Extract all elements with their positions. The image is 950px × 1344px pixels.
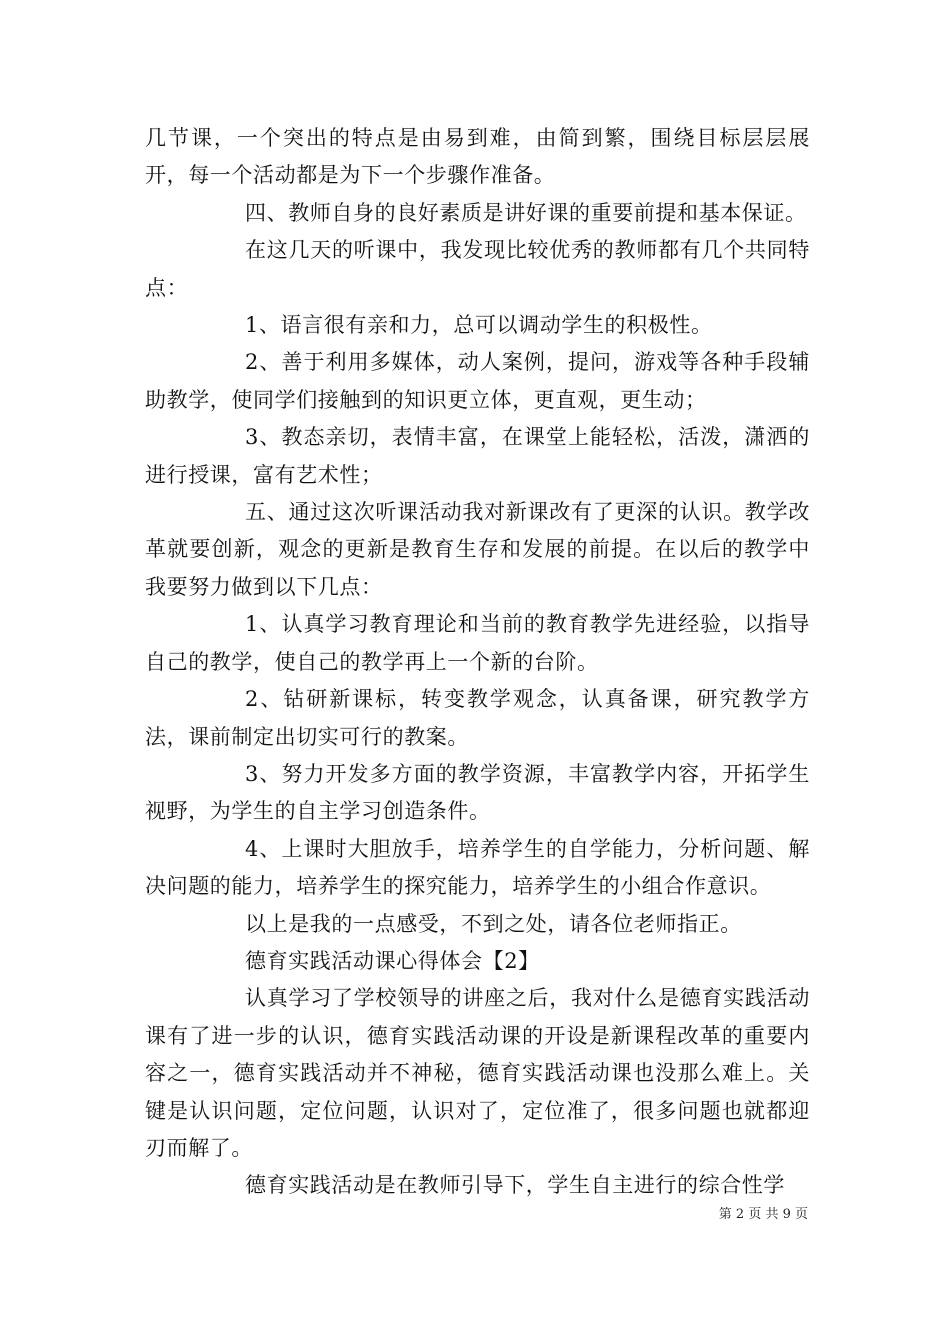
paragraph-11: 4、上课时大胆放手，培养学生的自学能力，分析问题、解决问题的能力，培养学生的探究能力，培养学生的小组合作意识。 (145, 836, 810, 899)
paragraph-15: 德育实践活动是在教师引导下，学生自主进行的综合性学 (245, 1173, 785, 1198)
section-heading: 德育实践活动课心得体会【2】 (245, 948, 540, 973)
paragraph-7: 五、通过这次听课活动我对新课改有了更深的认识。教学改革就要创新，观念的更新是教育生存和发展的前提。在以后的教学中我要努力做到以下几点： (145, 500, 810, 599)
paragraph-12: 以上是我的一点感受，不到之处，请各位老师指正。 (245, 911, 742, 936)
page-footer: 第 2 页 共 9 页 (718, 1207, 808, 1222)
paragraph-4: 1、语言很有亲和力，总可以调动学生的积极性。 (245, 313, 713, 338)
paragraph-3: 在这几天的听课中，我发现比较优秀的教师都有几个共同特点： (145, 238, 810, 300)
paragraph-6: 3、教态亲切，表情丰富，在课堂上能轻松，活泼，潇洒的进行授课，富有艺术性； (145, 425, 810, 487)
paragraph-9: 2、钻研新课标，转变教学观念，认真备课，研究教学方法，课前制定出切实可行的教案。 (145, 687, 810, 749)
paragraph-10: 3、努力开发多方面的教学资源，丰富教学内容，开拓学生视野，为学生的自主学习创造条件。 (145, 761, 810, 824)
paragraph-1: 几节课，一个突出的特点是由易到难，由简到繁，围绕目标层层展开，每一个活动都是为下一个步骤作准备。 (145, 126, 810, 188)
document-body (145, 120, 810, 1205)
paragraph-8: 1、认真学习教育理论和当前的教育教学先进经验，以指导自己的教学，使自己的教学再上一个新的台阶。 (145, 612, 810, 674)
paragraph-14: 认真学习了学校领导的讲座之后，我对什么是德育实践活动课有了进一步的认识，德育实践活动课的开设是新课程改革的重要内容之一，德育实践活动并不神秘，德育实践活动课也没那么难上。关键是认识问题，定位问题，认识对了，定位准了，很多问题也就都迎刃而解了。 (145, 986, 810, 1160)
paragraph-2: 四、教师自身的良好素质是讲好课的重要前提和基本保证。 (245, 200, 807, 225)
paragraph-5: 2、善于利用多媒体，动人案例，提问，游戏等各种手段辅助教学，使同学们接触到的知识更立体，更直观，更生动； (145, 350, 810, 412)
